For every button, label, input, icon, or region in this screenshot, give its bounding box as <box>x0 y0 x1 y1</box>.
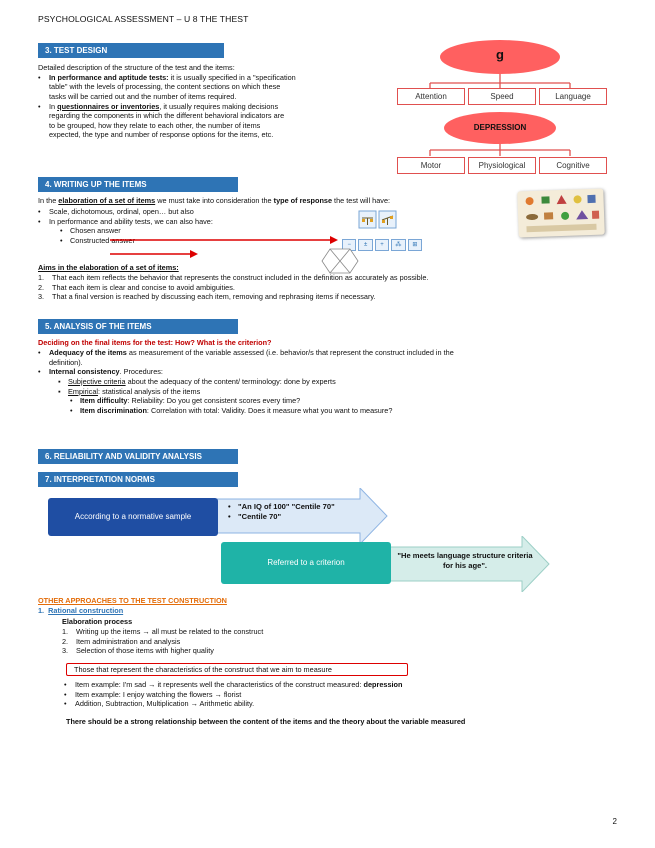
item-examples-list <box>64 680 634 709</box>
list-item <box>58 377 638 387</box>
list-number: 3. <box>62 646 69 656</box>
elaboration-steps <box>62 627 462 656</box>
section-heading-reliability: 6. RELIABILITY AND VALIDITY ANALYSIS <box>38 449 238 464</box>
bullet-icon: • <box>70 396 73 406</box>
list-item <box>70 396 638 406</box>
text: In the <box>38 196 59 205</box>
aims-list <box>38 273 638 302</box>
list-item <box>38 102 388 141</box>
bullet-icon: • <box>60 235 63 245</box>
text: , it usually requires making decisions <box>159 101 279 111</box>
list-number: 1. <box>38 606 45 615</box>
bullet-icon: • <box>228 502 231 511</box>
diagram-box-attention: Attention <box>397 88 465 105</box>
section-heading-writing-items: 4. WRITING UP THE ITEMS <box>38 177 238 192</box>
section-heading-test-design: 3. TEST DESIGN <box>38 43 224 58</box>
example-arrows <box>110 233 340 263</box>
bullet-icon: • <box>64 689 67 699</box>
depression-label: DEPRESSION <box>473 123 527 132</box>
g-factor-label: g <box>496 47 504 62</box>
answer-option-tile: − <box>342 239 356 251</box>
text: That each item is clear and concise to avoid ambiguities. <box>52 282 235 292</box>
text: Item example: I enjoy watching the flowers → florist <box>75 689 242 699</box>
other-approaches-heading: OTHER APPROACHES TO THE TEST CONSTRUCTION <box>38 596 227 605</box>
list-item <box>38 73 388 102</box>
list-item <box>228 502 368 512</box>
bullet-icon: • <box>64 699 67 709</box>
text: Item administration and analysis <box>76 636 181 646</box>
emphasis: Item difficulty <box>80 396 128 406</box>
emphasis: Adequacy of the items <box>49 348 127 357</box>
emphasis: Internal consistency <box>49 367 120 377</box>
text: In performance and ability tests, we can also have: <box>49 216 213 226</box>
text: as measurement of the variable assessed (i.e. behavior/s that represent the construct included in the <box>126 348 454 357</box>
answer-option-tile: + <box>375 239 389 251</box>
bullet-icon: • <box>38 348 41 357</box>
performance-label: In performance and aptitude tests: <box>49 72 169 82</box>
answer-option-tile: ⁂ <box>391 239 405 251</box>
diagram-box-motor: Motor <box>397 157 465 174</box>
bullet-icon: • <box>38 216 41 226</box>
cube-drawing-illustration <box>318 246 362 276</box>
arrow-head-icon <box>190 250 198 258</box>
list-item <box>62 627 462 637</box>
bullet-icon: • <box>60 226 63 236</box>
list-item <box>38 348 638 367</box>
g-factor-oval <box>440 40 560 74</box>
emphasis: Item discrimination <box>80 405 147 415</box>
list-item <box>64 699 634 709</box>
list-number: 1. <box>38 273 45 282</box>
list-item <box>64 690 634 700</box>
bullet-icon: ▪ <box>58 386 61 396</box>
list-item <box>228 512 368 522</box>
list-item <box>64 680 634 690</box>
text: Item example: I'm sad → it represents well the characteristics of the construct measured: <box>75 680 364 689</box>
balance-scale-illustration <box>358 210 398 230</box>
text: expected, the type and number of response options for the items, etc. <box>49 130 274 140</box>
bullet-icon: • <box>38 101 41 111</box>
depression-oval <box>444 112 556 144</box>
emphasis: Subjective criteria <box>68 376 126 386</box>
arrow-head-icon <box>330 236 338 244</box>
emphasis: Empirical <box>68 386 99 396</box>
bullet-icon: • <box>70 405 73 415</box>
text: . Procedures: <box>119 367 163 377</box>
text: it is usually specified in a "specification <box>168 72 296 82</box>
closing-statement: There should be a strong relationship between the content of the items and the theory about the variable measured <box>66 717 466 726</box>
answer-option-tile: ± <box>358 239 372 251</box>
writing-items-intro <box>38 196 518 206</box>
text: That each item reflects the behavior that represents the construct included in the definition as accurately as possible. <box>52 273 429 282</box>
bullet-icon: ▪ <box>58 376 61 386</box>
bullet-icon: • <box>38 207 41 216</box>
answer-option-tile: ⊞ <box>408 239 422 251</box>
section-heading-interpretation: 7. INTERPRETATION NORMS <box>38 472 238 487</box>
chosen-answer-label: Chosen answer <box>70 226 121 236</box>
list-item <box>38 207 358 217</box>
text: Addition, Subtraction, Multiplication → Arithmetic ability. <box>75 699 255 709</box>
highlight-text: Those that represent the characteristics of the construct that we aim to measure <box>74 665 332 674</box>
text: the test will have: <box>332 196 391 205</box>
list-number: 2. <box>38 282 45 292</box>
text: table" with the levels of processing, the content sections on which these <box>49 82 281 92</box>
test-design-body <box>38 63 388 140</box>
list-item <box>38 273 638 283</box>
list-item <box>58 387 638 397</box>
text: : Reliability: Do you get consistent scores every time? <box>127 396 301 406</box>
text: about the adequacy of the content/ terminology: done by experts <box>125 376 336 386</box>
text: Writing up the items → all must be related to the construct <box>76 627 264 636</box>
text: tasks will be carried out and the number of items required. <box>49 91 237 101</box>
aims-heading: Aims in the elaboration of a set of items: <box>38 263 179 272</box>
bullet-icon: • <box>38 72 41 82</box>
document-header: PSYCHOLOGICAL ASSESSMENT – U 8 THE THEST <box>38 14 249 24</box>
picture-matching-card-illustration <box>517 189 605 238</box>
list-item <box>62 646 462 656</box>
test-design-intro: Detailed description of the structure of the test and the items: <box>38 63 235 72</box>
diagram-box-speed: Speed <box>468 88 536 105</box>
questionnaires-label: questionnaires or inventories <box>57 101 160 111</box>
diagram-box-language: Language <box>539 88 607 105</box>
list-item <box>38 283 638 293</box>
diagram-box-physiological: Physiological <box>468 157 536 174</box>
page-number: 2 <box>612 817 617 827</box>
diagram-box-cognitive: Cognitive <box>539 157 607 174</box>
list-item <box>62 637 462 647</box>
text: definition). <box>49 357 83 367</box>
bullet-icon: • <box>38 367 41 377</box>
section-heading-analysis: 5. ANALYSIS OF THE ITEMS <box>38 319 238 334</box>
list-number: 3. <box>38 292 45 302</box>
analysis-list <box>38 348 638 415</box>
list-item <box>38 217 358 227</box>
text: to be grouped, how they relate to each other, the number of items <box>49 120 261 130</box>
rational-construction-heading <box>38 606 123 616</box>
text: Scale, dichotomous, ordinal, open… but also <box>49 207 194 216</box>
text: Rational construction <box>48 606 124 615</box>
list-number: 2. <box>62 636 69 646</box>
text: In <box>49 101 58 111</box>
text: "Centile 70" <box>238 512 282 522</box>
list-number: 1. <box>62 627 69 636</box>
text: regarding the components in which the different behavioral indicators are <box>49 111 285 121</box>
analysis-question: Deciding on the final items for the test: How? What is the criterion? <box>38 338 272 347</box>
bullet-icon: • <box>64 680 67 689</box>
text: : statistical analysis of the items <box>98 386 201 396</box>
criterion-box: Referred to a criterion <box>221 542 391 584</box>
text: Selection of those items with higher quality <box>76 646 214 656</box>
highlight-box <box>66 663 408 676</box>
text: we must take into consideration the <box>155 196 274 205</box>
normative-sample-box: According to a normative sample <box>48 498 218 536</box>
emphasis: type of response <box>273 196 333 205</box>
list-item <box>38 292 638 302</box>
text: : Correlation with total: Validity. Does it measure what you want to measure? <box>146 405 393 415</box>
emphasis: elaboration of a set of items <box>58 196 156 205</box>
list-item <box>70 406 638 416</box>
text: That a final version is reached by discussing each item, removing and rephrasing items if necessary. <box>52 292 376 302</box>
normative-examples <box>228 502 368 522</box>
elaboration-process-heading: Elaboration process <box>62 617 133 626</box>
constructed-answer-label: Constructed answer <box>70 235 135 245</box>
bullet-icon: • <box>228 512 231 522</box>
criterion-example: "He meets language structure criteria for his age". <box>397 551 533 571</box>
text: "An IQ of 100" "Centile 70" <box>238 502 335 511</box>
emphasis: depression <box>363 680 403 689</box>
list-item <box>38 367 638 377</box>
